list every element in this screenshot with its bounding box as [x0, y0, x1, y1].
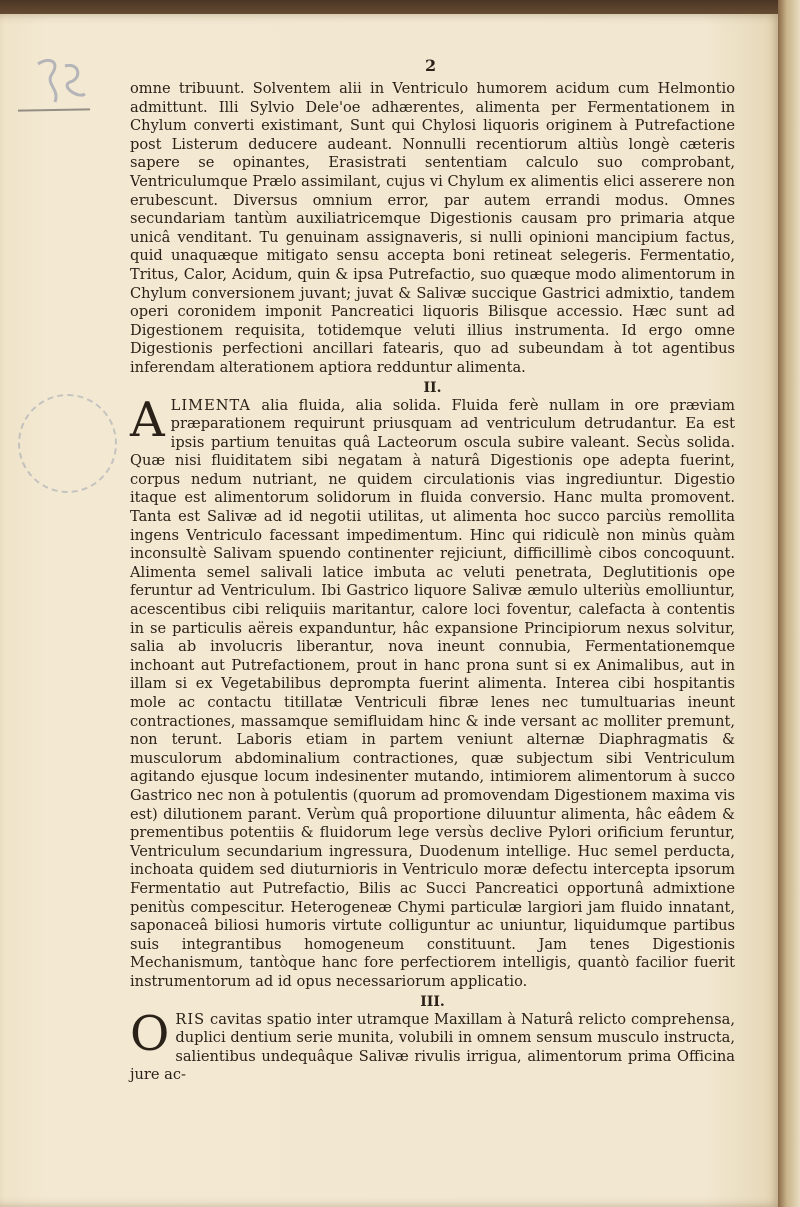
section-3-lead: RIS: [175, 1010, 206, 1028]
section-2-heading: II.: [423, 379, 442, 396]
body-text: [130, 80, 735, 1085]
pencil-mark: [18, 108, 90, 111]
section-3-paragraph: [130, 1005, 735, 1085]
section-2-lead: LIMENTA: [170, 396, 251, 414]
section-2-dropcap: A: [130, 391, 165, 448]
section-1-text: omne tribuunt. Solventem alii in Ventriculo humorem acidum cum Helmontio admittunt. Illi Sylvio Dele'oe adhærentes, alimenta per Fermentationem in Chylum converti existimant, Sunt qui Chylosi liquoris originem à Putrefactione post Listerum deducere audeant. Nonnulli recentiorum altiùs longè cæteris sapere se opinantes, Erasistrati sententiam calculo suo comprobant, Ventriculumque Prælo assimilant, cujus vi Chylum ex alimentis elici asserere non erubescunt. Diversus omnium error, par autem errandi modus. Omnes secundariam tantùm auxiliatricemque Digestionis causam pro primaria atque unicâ venditant. Tu genuinam assignaveris, si nulli opinioni mancipium factus, quid unaquæque mitigato sensu accepta boni retineat selegeris. Fermentatio, Tritus, Calor, Acidum, quin & ipsa Putrefactio, suo quæque modo alimentorum in Chylum conversionem juvant; juvat & Salivæ succique Gastrici admixtio, tandem operi coronidem imponit Pancreatici liquoris Bilisque accessio. Hæc sunt ad Digestionem requisita, totidemque veluti illius instrumenta. Id ergo omne Digestionis perfectioni ancillari fatearis, quo ad subeundam à tot agentibus inferendam alterationem aptiora redduntur alimenta.: [130, 80, 735, 376]
section-3-heading: III.: [420, 993, 445, 1010]
section-2-text: alia fluida, alia solida. Fluida ferè nullam in ore præviam præparationem requirunt priusquam ad ventriculum detrudantur. Ea est ipsis partium tenuitas quâ Lacteorum oscula subire valeant. Secùs solida. Quæ nisi fluiditatem sibi negatam à naturâ Digestionis ope adepta fuerint, corpus nedum nutriant, ne quidem circulationis vias ingrediuntur. Digestio itaque est alimentorum solidorum in fluida conversio. Hanc multa promovent. Tanta est Salivæ ad id negotii utilitas, ut alimenta hoc succo parciùs remollita ingens Ventriculo facessant impedimentum. Hinc qui ridiculè non minùs quàm inconsultè Salivam spuendo continenter rejiciunt, difficillimè cibos concoquunt. Alimenta semel salivali latice imbuta ac veluti penetrata, Deglutitionis ope feruntur ad Ventriculum. Ibi Gastrico liquore Salivæ æmulo ulteriùs emolliuntur, acescentibus cibi reliquiis maritantur, calore loci foventur, calefacta à contentis in se particulis aëreis expanduntur, hâc expansione Principiorum nexus solvitur, salia ab involucris liberantur, nova ineunt connubia, Fermentationemque inchoant aut Putrefactionem, prout in hanc prona sunt si ex Animalibus, aut in illam si ex Vegetabilibus deprompta fuerint alimenta. Interea cibi hospitantis mole ac contactu titillatæ Ventriculi fibræ lenes nec tumultuarias ineunt contractiones, massamque semifluidam hinc & inde versant ac molliter premunt, non terunt. Laboris etiam in partem veniunt alternæ Diaphragmatis & musculorum abdominalium contractiones, quæ subjectum sibi Ventriculum agitando ejusque locum indesinenter mutando, intimiorem alimentorum à succo Gastrico nec non à potulentis (quorum ad promovendam Digestionem maxima vis est) dilutionem parant. Verùm quâ proportione diluuntur alimenta, hâc eâdem & prementibus potentiis & fluidorum lege versùs declive Pylori orificium feruntur, Ventriculum secundarium ingressura, Duodenum intellige. Huc semel perducta, inchoata quidem sed diuturnioris in Ventriculo moræ defectu intercepta ipsorum Fermentatio aut Putrefactio, Bilis ac Succi Pancreatici opportunâ admixtione penitùs compescitur. Heterogeneæ Chymi particulæ largiori jam fluido innatant, saponaceâ biliosi humoris virtute colliguntur ac uniuntur, liquidumque partibus suis integrantibus homogeneum constituunt. Jam tenes Digestionis Mechanismum, tantòque hanc fore perfectiorem intelligis, quantò facilior fuerit instrumentorum ad id opus necessariorum applicatio.: [130, 396, 735, 990]
library-stamp: [18, 394, 117, 493]
section-3-dropcap: O: [130, 1005, 170, 1062]
handwritten-mark-icon: [30, 54, 90, 109]
section-3-text: cavitas spatio inter utramque Maxillam à Naturâ relicto comprehensa, duplici dentium serie munita, volubili in omnem sensum musculo instructa, salientibus undequâque Salivæ rivulis irrigua, alimentorum prima Officina jure ac-: [130, 1010, 735, 1084]
page-edge: [778, 0, 800, 1207]
section-2-paragraph: [130, 391, 735, 992]
page-number: 2: [425, 56, 437, 75]
